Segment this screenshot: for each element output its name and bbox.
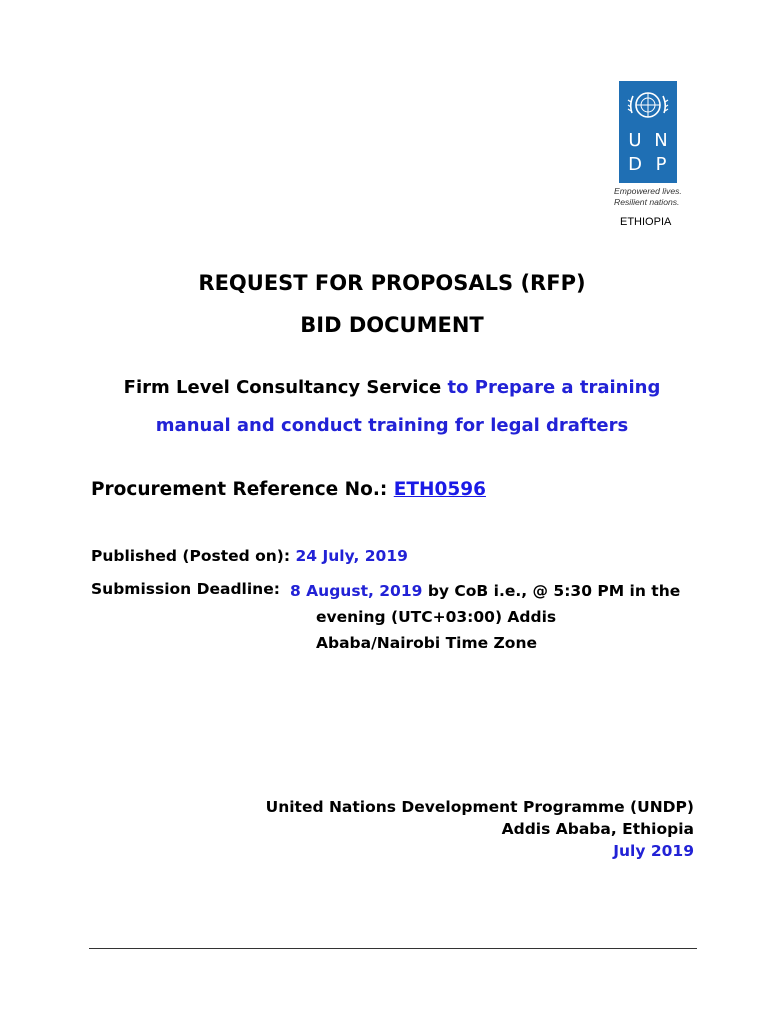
logo-letter: D (628, 154, 642, 175)
deadline-line: evening (UTC+03:00) Addis (316, 608, 557, 626)
deadline-line: Ababa/Nairobi Time Zone (316, 634, 537, 652)
scope-highlight: to Prepare a training (447, 377, 661, 398)
document-title: REQUEST FOR PROPOSALS (RFP) (198, 271, 586, 295)
logo-letter: U (628, 130, 642, 151)
tagline-line: Resilient nations. (614, 197, 680, 207)
deadline-label: Submission Deadline: (91, 580, 280, 598)
document-subtitle: BID DOCUMENT (300, 313, 484, 337)
country-label: ETHIOPIA (620, 216, 672, 228)
issuer-org: United Nations Development Programme (UNDP) (265, 798, 694, 816)
logo-tagline (614, 186, 682, 208)
deadline-line: by CoB i.e., @ 5:30 PM in the (427, 582, 681, 600)
scope-highlight: manual and conduct training for legal drafters (155, 415, 629, 436)
footer-divider (89, 948, 697, 949)
tagline-line: Empowered lives. (614, 186, 682, 196)
un-emblem-icon (623, 85, 673, 125)
deadline-details (290, 578, 710, 656)
logo-letter: P (655, 154, 667, 175)
procurement-reference-link[interactable]: ETH0596 (393, 479, 486, 500)
service-scope (0, 369, 768, 445)
published-label: Published (Posted on): (91, 547, 291, 565)
scope-prefix: Firm Level Consultancy Service (123, 377, 442, 398)
procurement-label: Procurement Reference No.: (91, 479, 388, 500)
deadline-date: 8 August, 2019 (290, 582, 423, 600)
published-date (91, 545, 408, 567)
logo-letter: N (654, 130, 668, 151)
issuer-city: Addis Ababa, Ethiopia (501, 820, 694, 838)
undp-logo (619, 81, 677, 183)
issuer-date: July 2019 (613, 842, 694, 860)
published-value: 24 July, 2019 (295, 547, 408, 565)
logo-letters (624, 131, 672, 175)
issuer-block (266, 796, 694, 862)
procurement-reference (91, 477, 486, 503)
